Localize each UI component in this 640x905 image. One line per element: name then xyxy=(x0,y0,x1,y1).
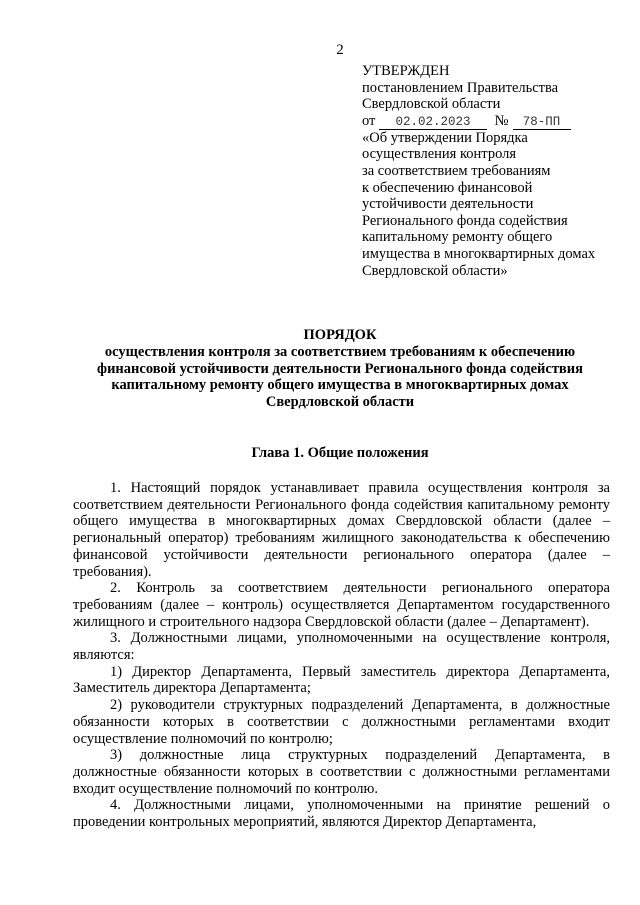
approval-date: 02.02.2023 xyxy=(379,115,487,130)
title-subtitle-line: осуществления контроля за соответствием требованиям к обеспечению xyxy=(104,343,576,360)
paragraph: 2) руководители структурных подразделений Департамента, в должностные обязанности которых в соответствии с должностными регламентами входит осуществление полномочий по контролю; xyxy=(73,697,610,747)
approval-ref-line: Свердловской области» xyxy=(362,262,508,279)
paragraph: 1. Настоящий порядок устанавливает правила осуществления контроля за соответствием деятельности Регионального фонда содействия капитальному ремонту общего имущества в многоквартирных домах Свердловской области (далее – региональный оператор) требованиям жилищного законодательства к обеспечению финансовой устойчивости деятельности регионального оператора (далее – требования). xyxy=(73,480,610,580)
paragraph: 4. Должностными лицами, уполномоченными на принятие решений о проведении контрольных мероприятий, являются Директор Департамента, xyxy=(73,797,610,831)
approval-ref-line: капитальному ремонту общего xyxy=(362,229,553,246)
chapter-heading: Глава 1. Общие положения xyxy=(251,445,429,461)
date-prefix: от xyxy=(362,112,376,129)
number-sign: № xyxy=(494,112,509,129)
approval-ref-line: осуществления контроля xyxy=(362,146,517,163)
paragraph: 2. Контроль за соответствием деятельности регионального оператора требованиям (далее – контроль) осуществляется Департаментом государственного жилищного и строительного надзора Свердловской области (далее – Департамент). xyxy=(73,580,610,630)
title-subtitle-line: капитальному ремонту общего имущества в многоквартирных домах xyxy=(111,377,569,394)
approval-ref-line: к обеспечению финансовой xyxy=(362,179,533,196)
paragraph: 1) Директор Департамента, Первый заместитель директора Департамента, Заместитель директора Департамента; xyxy=(73,663,610,697)
page-number: 2 xyxy=(336,42,344,58)
document-body xyxy=(73,480,610,831)
approval-heading: УТВЕРЖДЕН xyxy=(362,63,450,79)
approval-ref-line: за соответствием требованиям xyxy=(362,162,551,179)
approval-ref-line: «Об утверждении Порядка xyxy=(362,129,528,146)
title-subtitle-line: Свердловской области xyxy=(265,394,415,411)
approval-line-1: постановлением Правительства xyxy=(362,79,559,96)
approval-date-line xyxy=(362,113,624,130)
paragraph: 3. Должностными лицами, уполномоченными на осуществление контроля, являются: xyxy=(73,630,610,664)
approval-line-2: Свердловской области xyxy=(362,96,501,113)
approval-ref-line: имущества в многоквартирных домах xyxy=(362,245,596,262)
title-subtitle-line: финансовой устойчивости деятельности Регионального фонда содействия xyxy=(97,360,583,377)
approval-ref-line: Регионального фонда содействия xyxy=(362,212,568,229)
approval-ref-line: устойчивости деятельности xyxy=(362,196,534,213)
document-title xyxy=(70,327,610,411)
title-main: ПОРЯДОК xyxy=(303,327,377,343)
approval-stamp xyxy=(362,63,624,279)
approval-number: 78-ПП xyxy=(513,115,571,130)
paragraph: 3) должностные лица структурных подразделений Департамента, в должностные обязанности которых в соответствии с должностными регламентами входит осуществление полномочий по контролю. xyxy=(73,747,610,797)
